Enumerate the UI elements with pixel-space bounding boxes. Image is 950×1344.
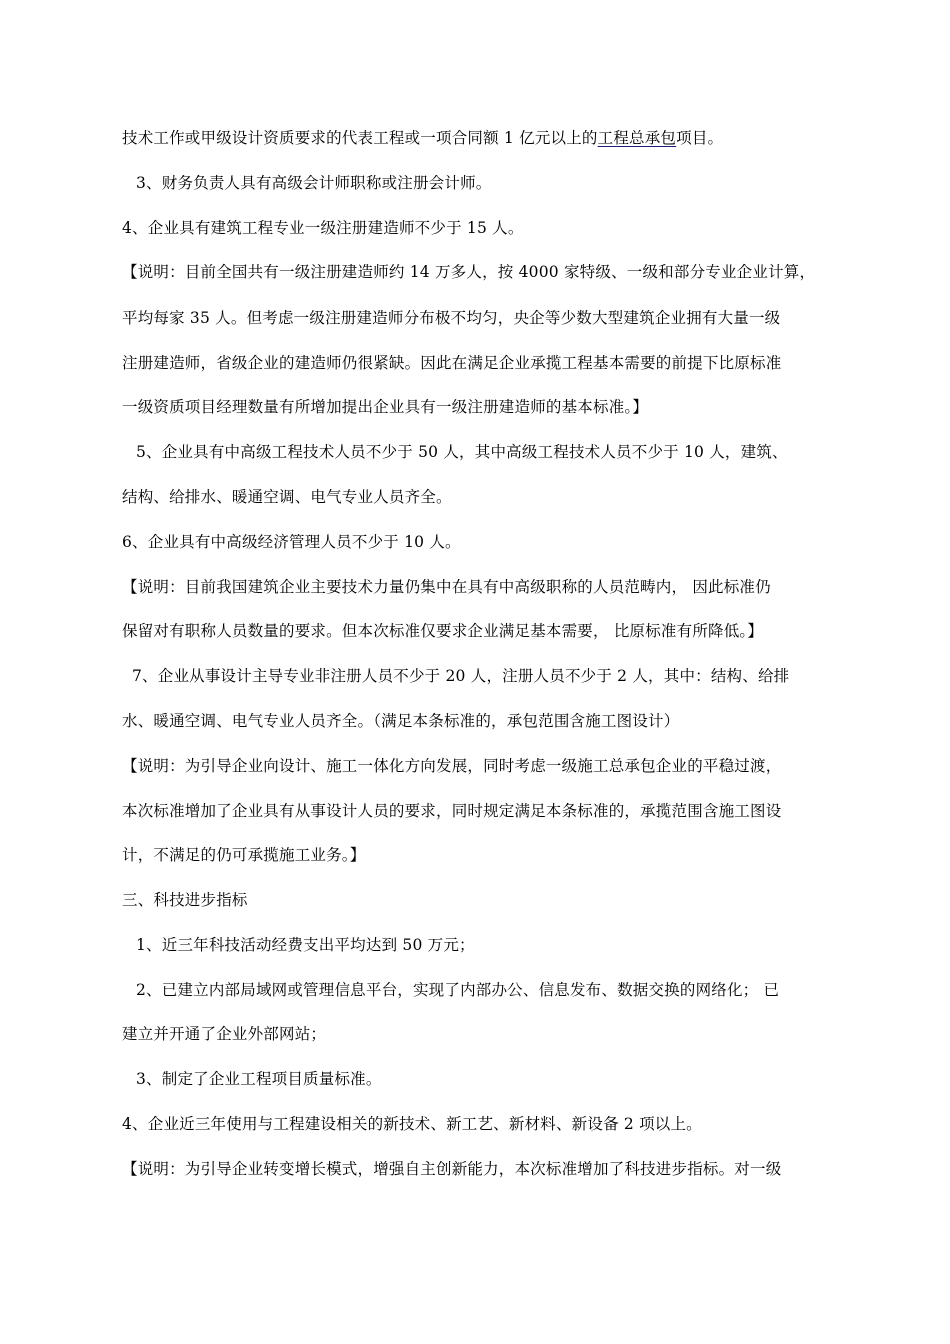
text-line-2: 3、财务负责人具有高级会计师职称或注册会计师。	[136, 174, 492, 192]
text-line-8: 5、企业具有中高级工程技术人员不少于 50 人，其中高级工程技术人员不少于 10 人，建筑、	[136, 443, 788, 461]
text-line-15: 【说明：为引导企业向设计、施工一体化方向发展，同时考虑一级施工总承包企业的平稳过渡，	[122, 757, 782, 775]
text-line-24: 【说明：为引导企业转变增长模式，增强自主创新能力，本次标准增加了科技进步指标。对一级	[122, 1160, 782, 1178]
text-line-9: 结构、给排水、暖通空调、电气专业人员齐全。	[122, 488, 452, 506]
text-line-3: 4、企业具有建筑工程专业一级注册建造师不少于 15 人。	[122, 219, 524, 237]
text-line-12: 保留对有职称人员数量的要求。但本次标准仅要求企业满足基本需要， 比原标准有所降低。】	[122, 622, 764, 640]
text-line-13: 7、企业从事设计主导专业非注册人员不少于 20 人，注册人员不少于 2 人，其中：结构、给排	[132, 667, 790, 685]
text-line-11: 【说明：目前我国建筑企业主要技术力量仍集中在具有中高级职称的人员范畴内， 因此标准仍	[122, 578, 771, 596]
text-line-21: 建立并开通了企业外部网站；	[122, 1025, 327, 1043]
text-line-4: 【说明：目前全国共有一级注册建造师约 14 万多人，按 4000 家特级、一级和部分专业企业计算，	[122, 263, 816, 281]
text-line-1	[122, 128, 723, 148]
text-line-14: 水、暖通空调、电气专业人员齐全。（满足本条标准的，承包范围含施工图设计）	[122, 712, 680, 730]
text-segment: 项目。	[676, 129, 724, 147]
text-line-7: 一级资质项目经理数量有所增加提出企业具有一级注册建造师的基本标准。】	[122, 398, 649, 416]
text-segment: 技术工作或甲级设计资质要求的代表工程或一项合同额 1 亿元以上的	[122, 129, 598, 147]
text-line-22: 3、制定了企业工程项目质量标准。	[136, 1070, 382, 1088]
text-line-19: 1、近三年科技活动经费支出平均达到 50 万元；	[136, 936, 475, 954]
engineering-contract-link[interactable]: 工程总承包	[597, 129, 677, 147]
text-line-16: 本次标准增加了企业具有从事设计人员的要求，同时规定满足本条标准的，承揽范围含施工图设	[122, 802, 782, 820]
text-line-18: 三、科技进步指标	[122, 891, 248, 909]
text-line-5: 平均每家 35 人。但考虑一级注册建造师分布极不均匀，央企等少数大型建筑企业拥有大量一级	[122, 309, 781, 327]
text-line-23: 4、企业近三年使用与工程建设相关的新技术、新工艺、新材料、新设备 2 项以上。	[122, 1115, 702, 1133]
text-line-17: 计，不满足的仍可承揽施工业务。】	[122, 846, 366, 864]
text-line-6: 注册建造师，省级企业的建造师仍很紧缺。因此在满足企业承揽工程基本需要的前提下比原标准	[122, 354, 782, 372]
text-line-10: 6、企业具有中高级经济管理人员不少于 10 人。	[122, 533, 461, 551]
text-line-20: 2、已建立内部局域网或管理信息平台，实现了内部办公、信息发布、数据交换的网络化； 已	[136, 981, 780, 999]
